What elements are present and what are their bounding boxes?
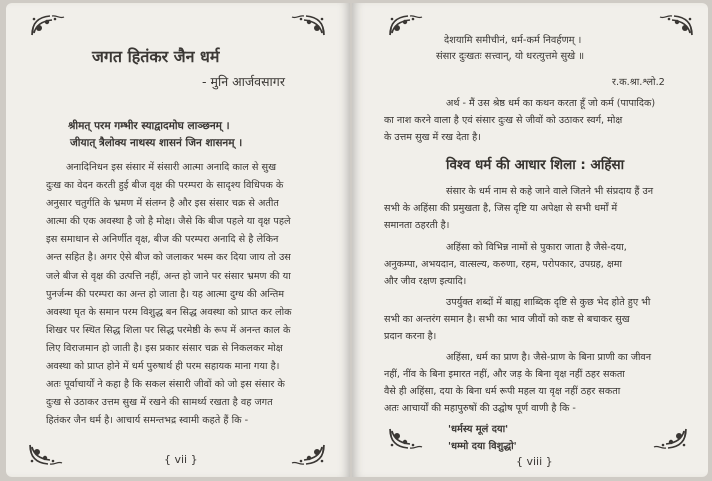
verse-line: श्रीमत् परम गम्भीर स्याद्वादमोघ लाञ्छनम् । xyxy=(68,120,230,132)
corner-ornament-icon xyxy=(290,443,326,467)
right-page xyxy=(352,3,708,477)
body-line: शिखर पर स्थित सिद्ध शिला पर सिद्ध परमेष्ठी के रूप में अनन्त काल के xyxy=(46,324,291,336)
shloka-line: संसार दुःखतः सत्त्वान्, यो धरत्युत्तमे सुखे ॥ xyxy=(436,51,585,62)
body-line: अन्त सहित है। अगर ऐसे बीज को जलाकर भस्म कर दिया जाय तो उस xyxy=(46,252,291,264)
paragraph-2 xyxy=(384,239,627,290)
body-line: दुःख से उठाकर उत्तम सुख में रखने की सामर्थ्य रखता है वह जगत xyxy=(46,397,273,409)
left-page xyxy=(6,3,350,477)
body-line: वैसे ही अहिंसा, दया के बिना धर्म रूपी महल या वृक्ष नहीं ठहर सकता xyxy=(384,386,621,397)
body-line: संसार के धर्म नाम से कहे जाने वाले जितने भी संप्रदाय हैं उन xyxy=(446,186,654,197)
body-line: हितंकर जैन धर्म है। आचार्य समन्तभद्र स्वामी कहते हैं कि - xyxy=(46,415,249,427)
body-line: अनुसार चतुर्गति के भ्रमण में संलग्न है और इस संसार चक्र से अतीत xyxy=(46,198,279,210)
section-heading: विश्व धर्म की आधार शिला : अहिंसा xyxy=(446,157,625,173)
quotes xyxy=(448,421,517,455)
shloka-line: देशयामि समीचीनं, धर्म-कर्म निवर्हणम् । xyxy=(444,35,582,46)
invocation-verse xyxy=(68,118,242,152)
body-line: सभी के अहिंसा की प्रमुखता है, जिस दृष्टि या अपेक्षा से सभी धर्मों में xyxy=(384,203,618,214)
body-line: अहिंसा, धर्म का प्राण है। जैसे-प्राण के बिना प्राणी का जीवन xyxy=(446,352,652,363)
body-line: अवस्था घृत के समान परम विशुद्ध बन सिद्ध अवस्था को प्राप्त कर लोक xyxy=(46,306,292,318)
corner-ornament-icon xyxy=(658,13,694,37)
citation: र.क.श्रा.श्लो.2 xyxy=(612,77,665,88)
corner-ornament-icon xyxy=(388,427,424,451)
meaning-line: अर्थ - मैं उस श्रेष्ठ धर्म का कथन करता हूँ जो कर्म (पापादिक) xyxy=(446,98,656,109)
meaning-text xyxy=(384,95,655,146)
paragraph-3 xyxy=(384,294,650,345)
corner-ornament-icon xyxy=(652,427,688,451)
body-text xyxy=(46,159,292,430)
corner-ornament-icon xyxy=(30,13,66,37)
paragraph-1 xyxy=(384,183,653,234)
body-line: अवस्था को प्राप्त होने में धर्म पुरुषार्थ ही परम सहायक माना गया है। xyxy=(46,361,280,373)
body-line: अतः पूर्वाचार्यों ने कहा है कि सकल संसारी जीवों को जो इस संसार के xyxy=(46,379,285,391)
body-line: सभी का अन्तरंग समान है। सभी का भाव जीवों को कष्ट से बचाकर सुख xyxy=(384,314,630,325)
body-line: अहिंसा को विभिन्न नामों से पुकारा जाता है जैसे-दया, xyxy=(446,242,627,253)
meaning-line: का नाश करने वाला है एवं संसार दुःख से जीवों को उठाकर स्वर्ग, मोक्ष xyxy=(384,115,623,126)
quote-line: 'धम्मो दया विशुद्धो' xyxy=(448,441,517,452)
body-line: पुनर्जन्म की परम्परा का अन्त हो जाता है। यह आत्मा दुग्ध की अन्तिम xyxy=(46,288,285,300)
body-line: दुःख का वेदन करती हुई बीज वृक्ष की परम्परा के सादृश्य विधिपक के xyxy=(46,180,284,192)
page-number: { viii } xyxy=(516,455,553,468)
body-line: और जीव रक्षण इत्यादि। xyxy=(384,276,467,287)
body-line: नहीं, नींव के बिना इमारत नहीं, और जड़ के बिना वृक्ष नहीं ठहर सकता xyxy=(384,369,625,380)
paragraph-4 xyxy=(384,349,651,417)
corner-ornament-icon xyxy=(388,13,424,37)
body-line: इस समाधान से अनिर्णीत वृक्ष, बीज की परम्परा अनादि से है लेकिन xyxy=(46,234,279,246)
shloka xyxy=(436,33,584,65)
body-line: प्रदान करना है। xyxy=(384,331,437,342)
body-line: लिए विराजमान हो जाती है। इस प्रकार संसार चक्र से निकलकर मोक्ष xyxy=(46,342,283,354)
page-title: जगत हितंकर जैन धर्म xyxy=(92,47,220,66)
body-line: जले बीज से वृक्ष की उत्पत्ति नहीं, अन्त हो जाने पर संसार भ्रमण की या xyxy=(46,270,291,282)
body-line: आत्मा की एक अवस्था है जो है मोक्ष। जैसे कि बीज पहले या वृक्ष पहले xyxy=(46,216,291,228)
page-number: { vii } xyxy=(164,453,198,466)
body-line: उपर्युक्त शब्दों में बाह्य शाब्दिक दृष्टि से कुछ भेद होते हुए भी xyxy=(446,297,651,308)
body-line: अनुकम्पा, अभयदान, वात्सल्य, करुणा, रहम, परोपकार, उपग्रह, क्षमा xyxy=(384,259,622,270)
body-line: अतः आचार्यों की महापुरुषों की उद्घोष पूर्ण वाणी है कि - xyxy=(384,403,576,414)
meaning-line: के उत्तम सुख में रख देता है। xyxy=(384,132,481,143)
body-line: अनादिनिधन इस संसार में संसारी आत्मा अनादि काल से सुख xyxy=(66,162,277,173)
author-name: - मुनि आर्जवसागर xyxy=(202,74,285,89)
corner-ornament-icon xyxy=(290,13,326,37)
corner-ornament-icon xyxy=(28,443,64,467)
body-line: समानता ठहरती है। xyxy=(384,220,450,231)
quote-line: 'धर्मस्य मूलं दया' xyxy=(448,424,509,435)
verse-line: जीयात् त्रैलोक्य नाथस्य शासनं जिन शासनम् । xyxy=(70,137,243,149)
